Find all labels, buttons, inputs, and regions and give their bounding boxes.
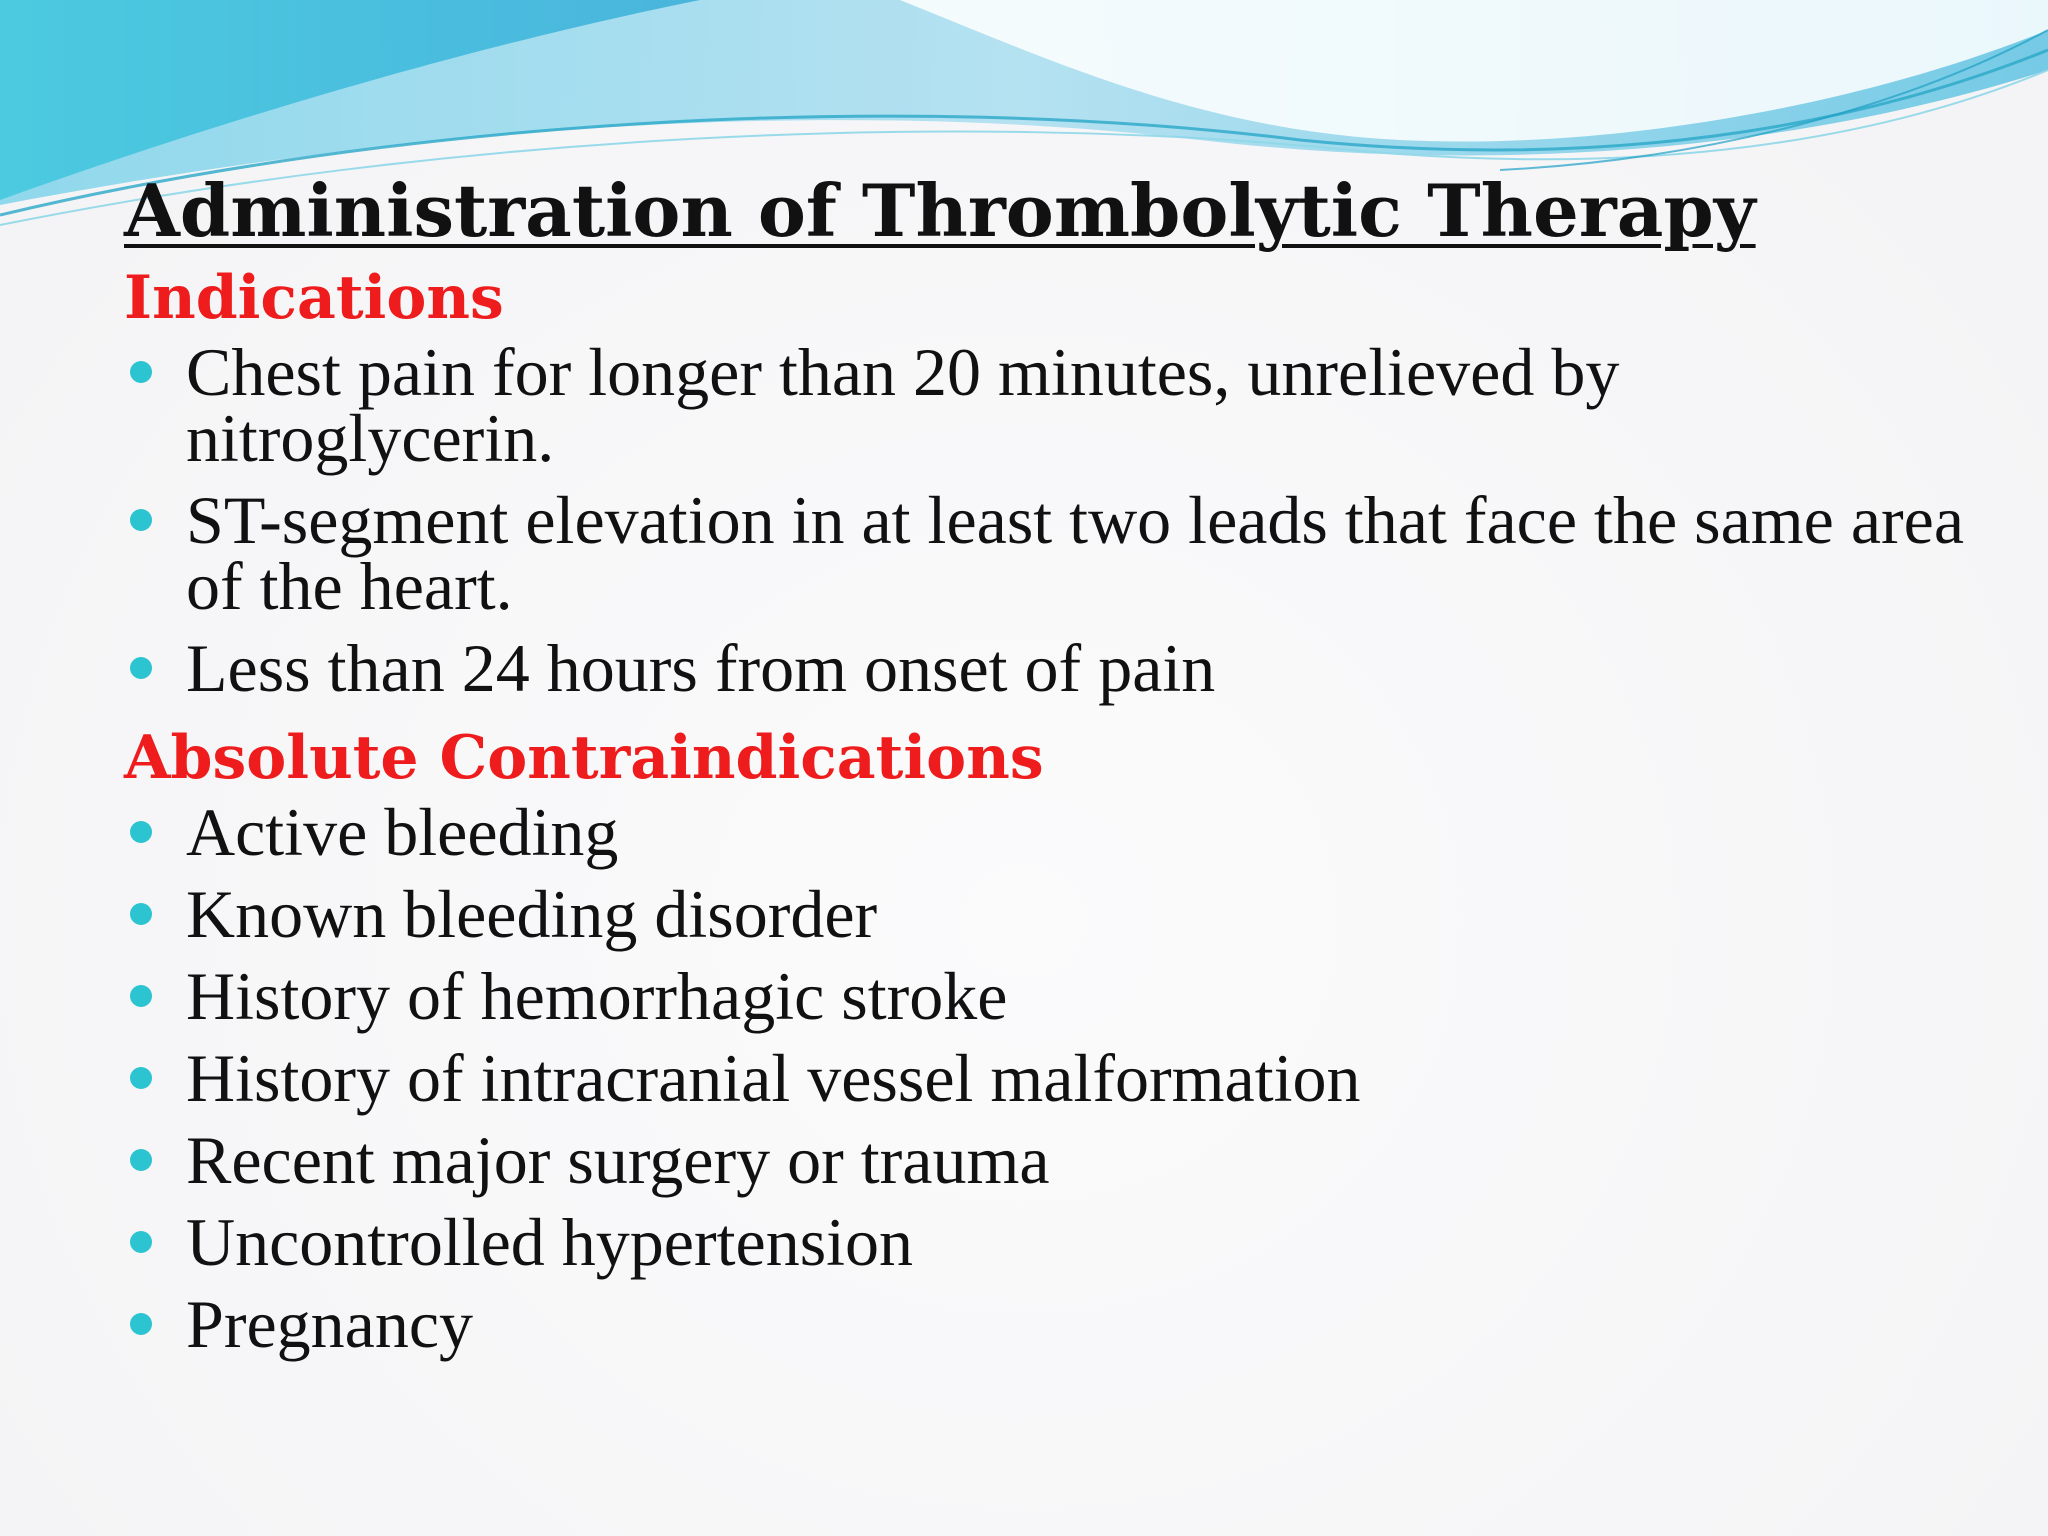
bullet-icon — [130, 903, 152, 925]
slide-title: Administration of Thrombolytic Therapy — [124, 168, 1756, 253]
bullet-icon — [130, 1231, 152, 1253]
list-item-text: History of intracranial vessel malformation — [186, 1040, 1361, 1116]
list-item-text: Known bleeding disorder — [186, 876, 878, 952]
bullet-icon — [130, 1149, 152, 1171]
list-item — [124, 876, 1984, 952]
list-item — [124, 1286, 1984, 1362]
slide-content — [124, 165, 1984, 1373]
list-item — [124, 334, 1984, 476]
list-item-text: Active bleeding — [186, 794, 619, 870]
list-item-text: Chest pain for longer than 20 minutes, unrelieved by nitroglycerin. — [186, 334, 1620, 476]
list-item-text: Less than 24 hours from onset of pain — [186, 630, 1216, 706]
bullet-icon — [130, 1313, 152, 1335]
bullet-icon — [130, 657, 152, 679]
list-item-text: Pregnancy — [186, 1286, 474, 1362]
list-item — [124, 482, 1984, 624]
bullet-icon — [130, 509, 152, 531]
list-item — [124, 1204, 1984, 1280]
list-item-text: ST-segment elevation in at least two leads that face the same area of the heart. — [186, 482, 1965, 624]
list-item-text: Recent major surgery or trauma — [186, 1122, 1050, 1198]
bullet-icon — [130, 985, 152, 1007]
contraindications-list — [124, 794, 1984, 1362]
list-item-text: Uncontrolled hypertension — [186, 1204, 914, 1280]
list-item — [124, 1122, 1984, 1198]
list-item-text: History of hemorrhagic stroke — [186, 958, 1008, 1034]
section-heading-contraindications: Absolute Contraindications — [124, 723, 1044, 793]
bullet-icon — [130, 821, 152, 843]
list-item — [124, 794, 1984, 870]
bullet-icon — [130, 361, 152, 383]
indications-list — [124, 334, 1984, 706]
list-item — [124, 1040, 1984, 1116]
bullet-icon — [130, 1067, 152, 1089]
section-heading-indications: Indications — [124, 263, 504, 333]
list-item — [124, 630, 1984, 706]
list-item — [124, 958, 1984, 1034]
